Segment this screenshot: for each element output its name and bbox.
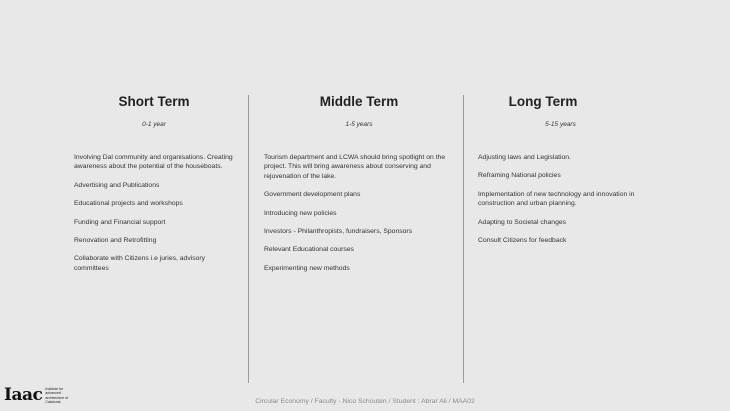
list-item: Experimenting new methods: [264, 264, 350, 272]
list-item: Funding and Financial support: [74, 218, 166, 226]
column-long-term: [478, 94, 658, 245]
list-item: Implementation of new technology and innovation in construction and urban planning.: [478, 190, 635, 208]
column-divider: [463, 95, 464, 383]
column-period: 0-1 year: [142, 121, 166, 128]
list-item: Government development plans: [264, 191, 361, 199]
footer-credits: Circular Economy / Faculty - Nico Schouten / Student : Abrar Ali / MAA02: [255, 398, 475, 405]
list-item: Reframing National policies: [478, 172, 561, 180]
list-item: Adjusting laws and Legislation.: [478, 154, 571, 161]
column-title: Long Term: [508, 94, 578, 109]
item-list: [478, 153, 658, 254]
list-item: Involving Dal community and organisations. Creating awareness about the potential of the houseboats.: [74, 154, 233, 171]
list-item: Collaborate with Citizens i.e juries, advisory committees: [74, 255, 206, 272]
list-item: Introducing new policies: [264, 209, 337, 217]
column-title: Middle Term: [319, 94, 399, 109]
column-period: 1-5 years: [345, 121, 373, 128]
list-item: Renovation and Retrofitting: [74, 237, 157, 245]
logo-text: Institute for advanced architecture of Catalonia: [45, 387, 69, 404]
list-item: Advertising and Publications: [74, 181, 160, 189]
list-item: Tourism department and LCWA should bring spotlight on the project. This will bring awareness about conserving and rejuvenation of the lake.: [264, 154, 446, 180]
column-divider: [248, 95, 249, 383]
item-list: [74, 153, 234, 282]
list-item: Relevant Educational courses: [264, 246, 354, 254]
list-item: Educational projects and workshops: [74, 200, 183, 208]
list-item: Investors - Philanthropists, fundraisers, Sponsors: [264, 228, 413, 236]
column-title: Short Term: [118, 94, 190, 109]
list-item: Consult Citizens for feedback: [478, 237, 567, 245]
list-item: Adapting to Societal changes: [478, 218, 567, 226]
column-period: 5-15 years: [545, 121, 576, 128]
column-short-term: [74, 94, 234, 272]
logo-mark: Iaac: [4, 385, 43, 406]
item-list: [264, 153, 454, 282]
column-middle-term: [264, 94, 454, 272]
